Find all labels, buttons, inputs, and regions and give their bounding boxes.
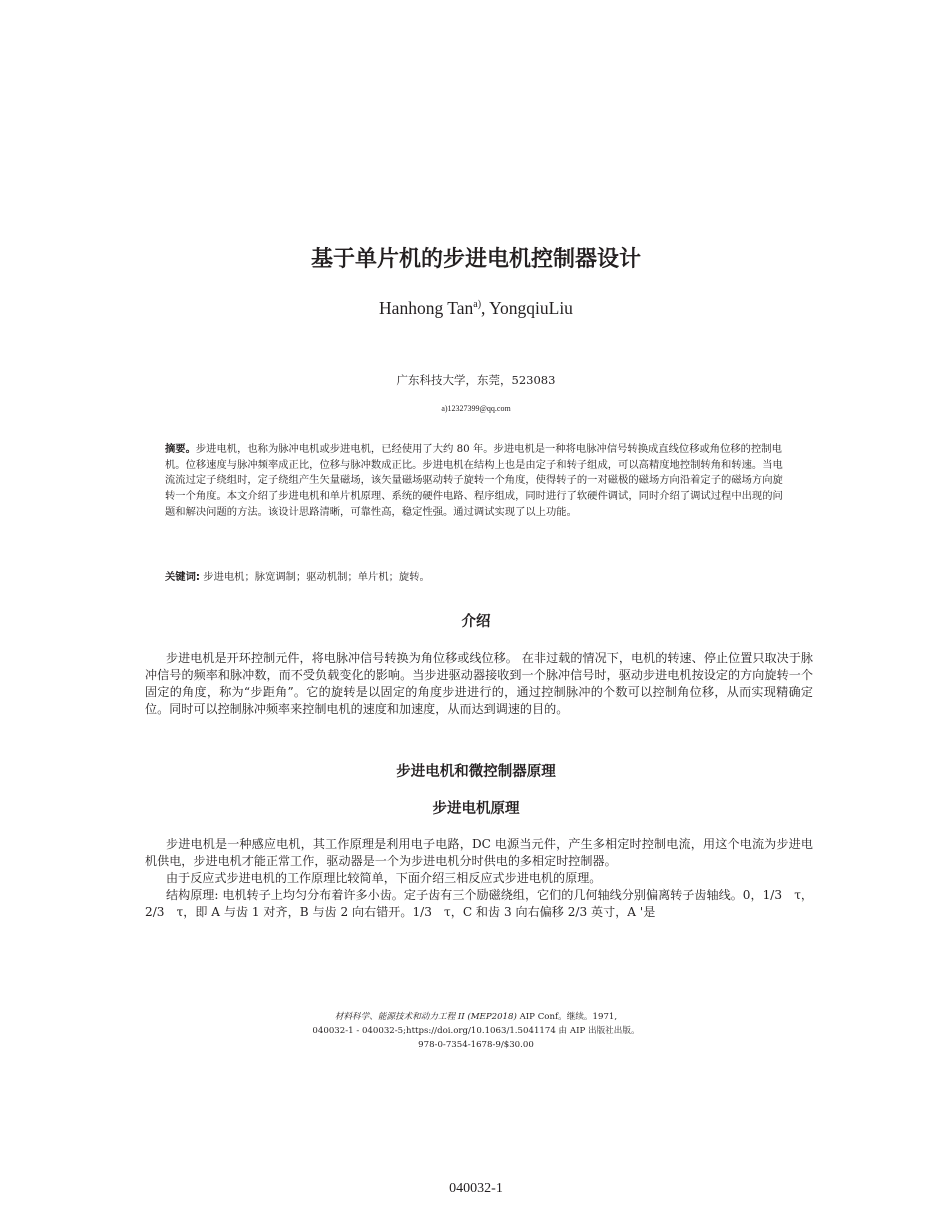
footnote-journal: 材料科学、能源技术和动力工程 II (MEP2018) [334,1012,517,1022]
intro-paragraph: 步进电机是开环控制元件，将电脉冲信号转换为角位移或线位移。 在非过载的情况下，电机的转速、停止位置只取决于脉冲信号的频率和脉冲数，而不受负载变化的影响。当步进驱动器接收到一个脉冲信号时，驱动步进电机按设定的方向旋转一个固定的角度，称为“步距角”。它的旋转是以固定的角度步进进行的，通过控制脉冲的个数可以控制角位移，从而实现精确定位。同时可以控制脉冲频率来控制电机的速度和加速度，从而达到调速的目的。 [145,651,813,717]
footnote-line-1 [0,1010,952,1024]
keywords-label: 关键词: [165,571,201,583]
motor-principle-section [145,836,813,921]
abstract [165,442,790,521]
author-first: Hanhong Tan [379,298,474,318]
abstract-label: 摘要。 [165,443,196,455]
motor-paragraph-3: 结构原理: 电机转子上均匀分布着许多小齿。定子齿有三个励磁绕组，它们的几何轴线分别偏离转子齿轴线。0，1/3 τ，2/3 τ，即 A 与齿 1 对齐，B 与齿 2 向右错开。1/3 τ，C 和齿 3 向右偏移 2/3 英寸，A '是 [145,888,813,920]
author-rest: , YongqiuLiu [481,298,573,318]
affiliation: 广东科技大学，东莞，523083 [396,373,556,387]
author-line [0,298,952,319]
abstract-text: 步进电机，也称为脉冲电机或步进电机，已经使用了大约 80 年。步进电机是一种将电脉冲信号转换成直线位移或角位移的控制电机。位移速度与脉冲频率成正比，位移与脉冲数成正比。步进电机在结构上也是由定子和转子组成，可以高精度地控制转角和转速。当电流流过定子绕组时，定子绕组产生矢量磁场，该矢量磁场驱动转子旋转一个角度，使得转子的一对磁极的磁场方向沿着定子的磁场方向旋转一个角度。本文介绍了步进电机和单片机原理、系统的硬件电路、程序组成，同时进行了软硬件调试，同时介绍了调试过程中出现的问题和解决问题的方法。该设计思路清晰，可靠性高，稳定性强。通过调试实现了以上功能。 [165,443,783,518]
motor-principle-heading: 步进电机原理 [432,801,520,817]
intro-heading: 介绍 [461,614,491,630]
intro-section [145,650,813,718]
paper-title: 基于单片机的步进电机控制器设计 [310,247,641,272]
principle-heading: 步进电机和微控制器原理 [396,764,556,780]
page-number: 040032-1 [449,1181,503,1196]
motor-paragraph-1: 步进电机是一种感应电机，其工作原理是利用电子电路，DC 电源当元件，产生多相定时控制电流，用这个电流为步进电机供电，步进电机才能正常工作，驱动器是一个为步进电机分时供电的多相定时控制器。 [145,837,813,869]
motor-paragraph-2: 由于反应式步进电机的工作原理比较简单，下面介绍三相反应式步进电机的原理。 [166,871,602,886]
citation-footnote [0,1010,952,1052]
footnote-line-1-rest: AIP Conf。继续。1971, [516,1012,618,1022]
author-affil-marker: a) [473,299,482,311]
footnote-line-3: 978-0-7354-1678-9/$30.00 [418,1040,534,1050]
author-email: a)12327399@qq.com [441,404,511,413]
keywords-text: 步进电机；脉宽调制；驱动机制；单片机；旋转。 [200,571,430,583]
keywords [165,568,790,583]
footnote-line-2: 040032-1 - 040032-5;https://doi.org/10.1063/1.5041174 由 AIP 出版社出版。 [312,1026,640,1036]
